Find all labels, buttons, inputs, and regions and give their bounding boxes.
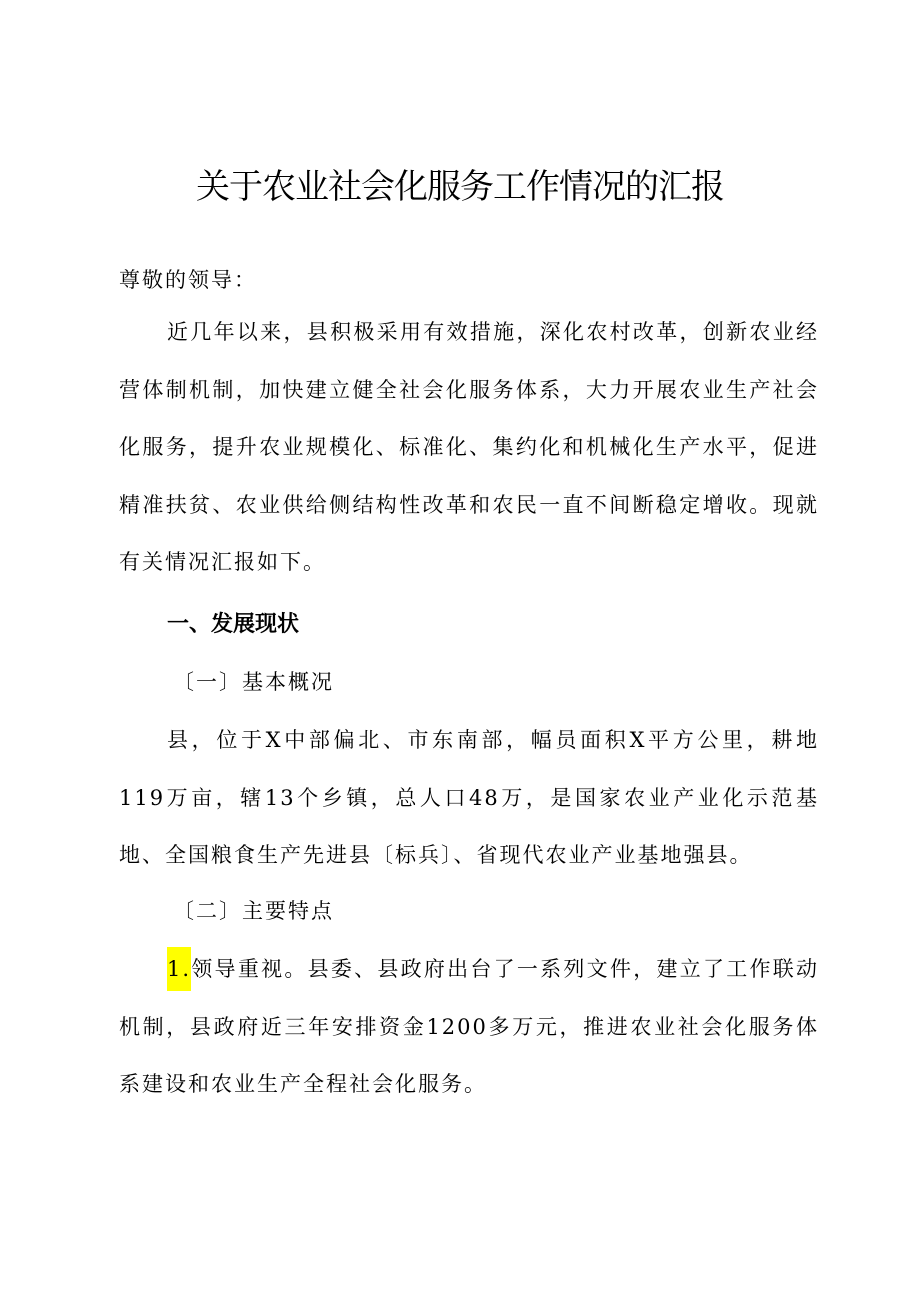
basic-overview-paragraph: 县，位于X中部偏北、市东南部，幅员面积X平方公里，耕地119万亩，辖13个乡镇，总人口48万，是国家农业产业化示范基地、全国粮食生产先进县〔标兵〕、省现代农业产业基地强县。 [119,728,819,867]
feature-item-1-text: 领导重视。县委、县政府出台了一系列文件，建立了工作联动机制，县政府近三年安排资金1200多万元，推进农业社会化服务体系建设和农业生产全程社会化服务。 [119,957,819,1096]
section-heading-1: 一、发展现状 [167,612,300,637]
intro-paragraph: 近几年以来，县积极采用有效措施，深化农村改革，创新农业经营体制机制，加快建立健全社会化服务体系，大力开展农业生产社会化服务，提升农业规模化、标准化、集约化和机械化生产水平，促进精准扶贫、农业供给侧结构性改革和农民一直不间断稳定增收。现就有关情况汇报如下。 [119,320,819,574]
salutation: 尊敬的领导： [119,268,257,292]
subsection-heading-basic-overview: 〔一〕基本概况 [173,670,334,694]
subsection-heading-main-features: 〔二〕主要特点 [173,899,334,923]
highlighted-item-number: 1. [167,947,191,991]
document-title: 关于农业社会化服务工作情况的汇报 [196,167,724,207]
feature-item-1-paragraph [119,941,819,1114]
